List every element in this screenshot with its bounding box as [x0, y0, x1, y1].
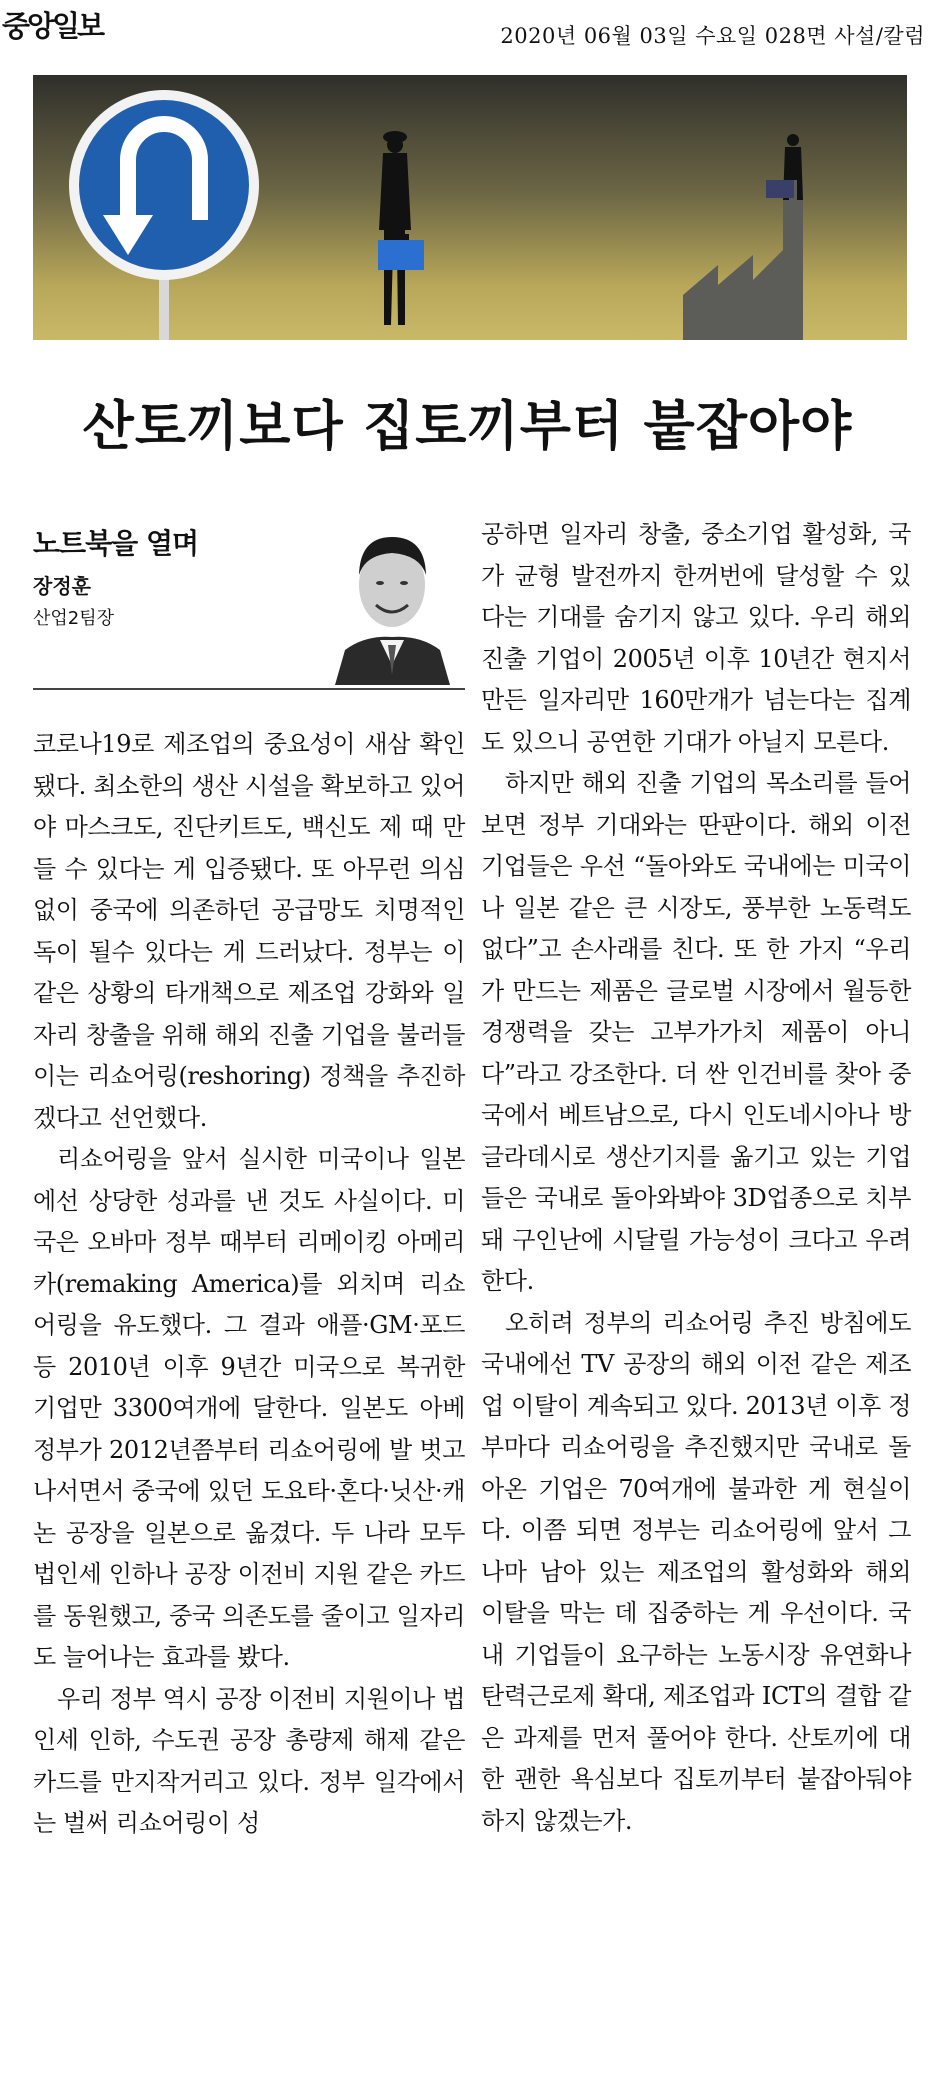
author-portrait	[330, 515, 455, 685]
dateline: 2020년 06월 03일 수요일 028면 사설/칼럼	[500, 24, 925, 48]
column-illustration	[33, 75, 907, 340]
article-paragraph: 우리 정부 역시 공장 이전비 지원이나 법인세 인하, 수도권 공장 총량제 해제 같은 카드를 만지작거리고 있다. 정부 일각에서는 벌써 리쇼어링이 성	[33, 1684, 465, 1837]
article-paragraph: 리쇼어링을 앞서 실시한 미국이나 일본에선 상당한 성과를 낸 것도 사실이다. 미국은 오바마 정부 때부터 리메이킹 아메리카(remaking America)를 외치며 리쇼어링을 유도했다. 그 결과 애플·GM·포드 등 2010년 이후 9년간 미국으로 복귀한 기업만 3300여개에 달한다. 일본도 아베 정부가 2012년쯤부터 리쇼어링에 발 벗고 나서면서 중국에 있던 도요타·혼다·닛산·캐논 공장을 일본으로 옮겼다. 두 나라 모두 법인세 인하나 공장 이전비 지원 같은 카드를 동원했고, 중국 의존도를 줄이고 일자리도 늘어나는 효과를 봤다.	[33, 1145, 465, 1671]
article-column-left	[33, 724, 465, 1845]
article-paragraph: 오히려 정부의 리쇼어링 추진 방침에도 국내에선 TV 공장의 해외 이전 같은 제조업 이탈이 계속되고 있다. 2013년 이후 정부마다 리쇼어링을 추진했지만 국내로 돌아온 기업은 70여개에 불과한 게 현실이다. 이쯤 되면 정부는 리쇼어링에 앞서 그나마 남아 있는 제조업의 활성화와 해외 이탈을 막는 데 집중하는 게 우선이다. 국내 기업들이 요구하는 노동시장 유연화나 탄력근로제 확대, 제조업과 ICT의 결합 같은 과제를 먼저 풀어야 한다. 산토끼에 대한 괜한 욕심보다 집토끼부터 붙잡아둬야 하지 않겠는가.	[481, 1308, 911, 1835]
author-title: 산업2팀장	[33, 608, 115, 629]
author-name: 장정훈	[33, 574, 91, 598]
article-paragraph: 하지만 해외 진출 기업의 목소리를 들어보면 정부 기대와는 딴판이다. 해외 이전 기업들은 우선 “돌아와도 국내에는 미국이나 일본 같은 큰 시장도, 풍부한 노동력도 없다”고 손사래를 친다. 또 한 가지 “우리가 만드는 제품은 글로벌 시장에서 월등한 경쟁력을 갖는 고부가가치 제품이 아니다”라고 강조한다. 더 싼 인건비를 찾아 중국에서 베트남으로, 다시 인도네시아나 방글라데시로 생산기지를 옮기고 있는 기업들은 국내로 돌아와봐야 3D업종으로 치부돼 구인난에 시달릴 가능성이 크다고 우려한다.	[481, 769, 911, 1295]
article-headline: 산토끼보다 집토끼부터 붙잡아야	[82, 395, 853, 457]
newspaper-logo: 중앙일보	[2, 9, 103, 43]
article-paragraph: 코로나19로 제조업의 중요성이 새삼 확인됐다. 최소한의 생산 시설을 확보하고 있어야 마스크도, 진단키트도, 백신도 제 때 만들 수 있다는 게 입증됐다. 또 아무런 의심 없이 중국에 의존하던 공급망도 치명적인 독이 될수 있다는 게 드러났다. 정부는 이같은 상황의 타개책으로 제조업 강화와 일자리 창출을 위해 해외 진출 기업을 불러들이는 리쇼어링(reshoring) 정책을 추진하겠다고 선언했다.	[33, 730, 465, 1132]
article-paragraph: 공하면 일자리 창출, 중소기업 활성화, 국가 균형 발전까지 한꺼번에 달성할 수 있다는 기대를 숨기지 않고 있다. 우리 해외 진출 기업이 2005년 이후 10년간 현지서 만든 일자리만 160만개가 넘는다는 집계도 있으니 공연한 기대가 아닐지 모른다.	[481, 520, 911, 756]
column-kicker: 노트북을 열며	[33, 527, 199, 560]
article-column-right	[481, 514, 911, 1842]
masthead	[0, 0, 935, 58]
byline-divider	[33, 688, 465, 690]
